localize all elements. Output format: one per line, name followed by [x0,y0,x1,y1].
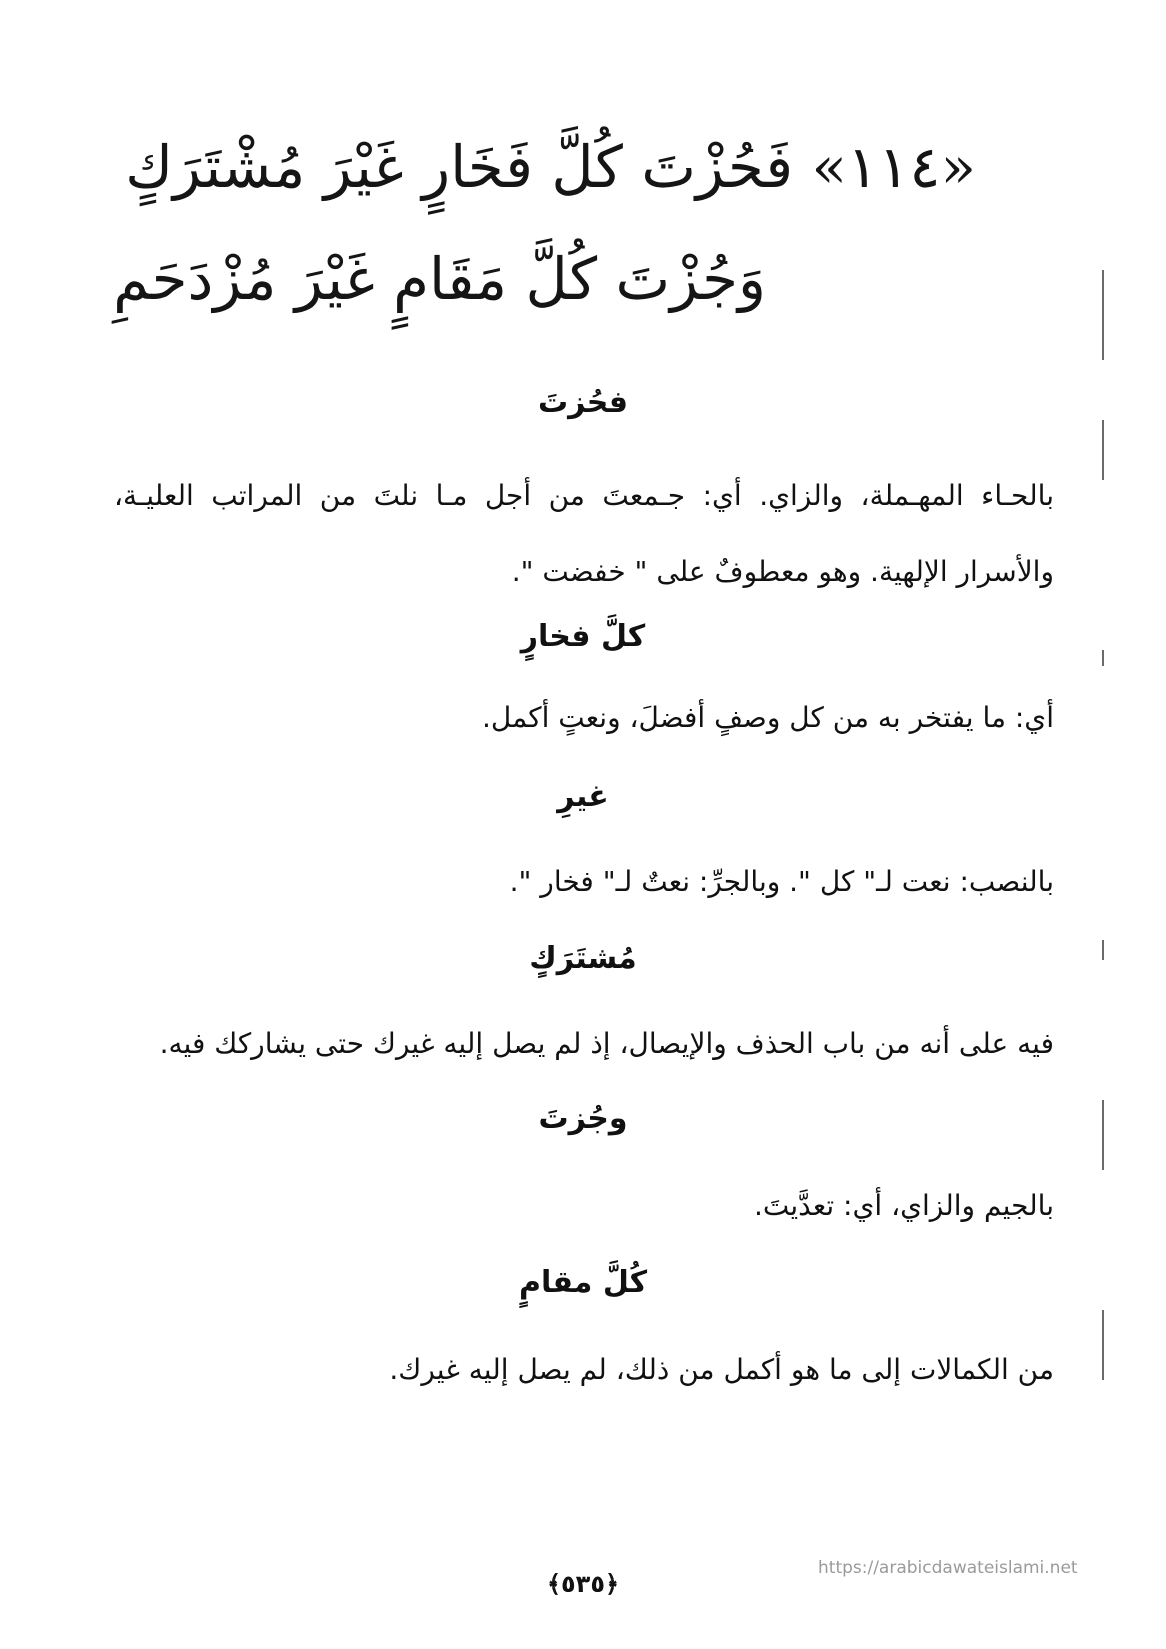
scan-edge-mark [1102,1310,1104,1380]
scan-edge-mark [1102,650,1104,666]
section-heading: وجُزتَ [538,1101,628,1136]
section-heading: كُلَّ مقامٍ [518,1265,648,1300]
section-text: بالنصب: نعت لـ" كل ". وبالجرِّ: نعتٌ لـ" فخار ". [509,865,1054,898]
scan-edge-mark [1102,940,1104,960]
section-heading: غيرِ [557,779,609,814]
page-number: ﴿٥٣٥﴾ [546,1570,620,1598]
section-heading: فحُزتَ [537,385,629,420]
watermark-url: https://arabicdawateislami.net [818,1558,1078,1578]
section-heading: كلَّ فخارٍ [520,619,646,654]
section-text: بالجيم والزاي، أي: تعدَّيتَ. [753,1189,1054,1222]
scan-edge-mark [1102,1100,1104,1170]
verse-line-2: وَجُزْتَ كُلَّ مَقَامٍ غَيْرَ مُزْدَحَمِ [113,245,766,313]
section-text: أي: ما يفتخر به من كل وصفٍ أفضلَ، ونعتٍ أكمل. [481,701,1054,734]
scan-edge-mark [1102,420,1104,480]
section-text: فيه على أنه من باب الحذف والإيصال، إذ لم يصل إليه غيرك حتى يشاركك فيه. [159,1027,1054,1060]
section-text: بالحـاء المهـملة، والزاي. أي: جـمعتَ من أجل مـا نلتَ من المراتب العليـة، والأسرار الإلهية. وهو معطوفٌ على " خفضت ". [114,479,1054,588]
scan-edge-mark [1102,270,1104,360]
section-text: من الكمالات إلى ما هو أكمل من ذلك، لم يصل إليه غيرك. [389,1353,1054,1386]
section-heading: مُشتَرَكٍ [529,941,637,976]
verse-line-1: «١١٤» فَحُزْتَ كُلَّ فَخَارٍ غَيْرَ مُشْتَرَكٍ [125,133,976,201]
